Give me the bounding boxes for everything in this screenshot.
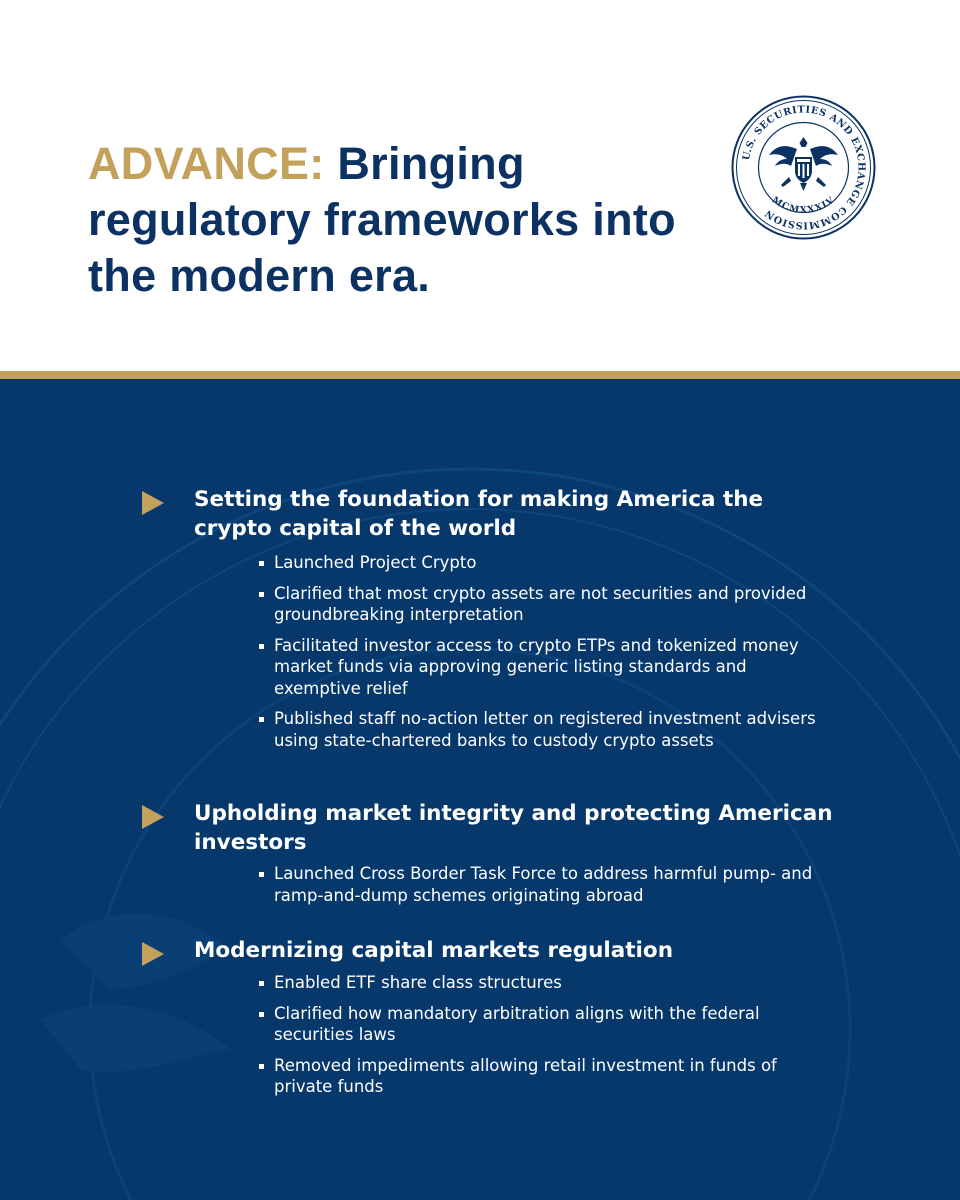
svg-text:MCMXXXIV: MCMXXXIV (769, 195, 838, 216)
square-bullet-icon (259, 981, 264, 986)
square-bullet-icon (259, 1012, 264, 1017)
svg-text:U.S. SECURITIES AND EXCHANGE C: U.S. SECURITIES AND EXCHANGE COMMISSION (740, 104, 867, 231)
list-item: Launched Cross Border Task Force to address harmful pump- and ramp-and-dump schemes originating abroad (258, 863, 838, 906)
page-title (88, 136, 728, 304)
section-heading: Upholding market integrity and protecting American investors (194, 801, 833, 855)
gold-arrow-icon (142, 491, 164, 515)
square-bullet-icon (259, 717, 264, 722)
list-item: Clarified that most crypto assets are not securities and provided groundbreaking interpretation (258, 583, 838, 626)
bullet-list (258, 972, 838, 1107)
list-item: Launched Project Crypto (258, 552, 838, 574)
square-bullet-icon (259, 872, 264, 877)
square-bullet-icon (259, 1064, 264, 1069)
square-bullet-icon (259, 592, 264, 597)
section-heading: Setting the foundation for making America the crypto capital of the world (194, 487, 764, 541)
list-item: Published staff no-action letter on registered investment advisers using state-chartered banks to custody crypto assets (258, 708, 838, 751)
square-bullet-icon (259, 561, 264, 566)
bullet-list (258, 552, 838, 760)
content-panel (0, 379, 960, 1200)
square-bullet-icon (259, 644, 264, 649)
title-accent: ADVANCE: (88, 138, 325, 189)
list-item: Removed impediments allowing retail investment in funds of private funds (258, 1055, 838, 1098)
section-heading: Modernizing capital markets regulation (194, 938, 673, 963)
gold-arrow-icon (142, 942, 164, 966)
gold-divider (0, 371, 960, 379)
bullet-list (258, 863, 838, 915)
gold-arrow-icon (142, 805, 164, 829)
list-item: Facilitated investor access to crypto ETPs and tokenized money market funds via approving generic listing standards and exemptive relief (258, 635, 838, 700)
header-section (0, 0, 960, 371)
title-text: Bringing regulatory frameworks into the modern era. (88, 138, 676, 301)
sec-seal-logo (731, 95, 876, 240)
list-item: Enabled ETF share class structures (258, 972, 838, 994)
list-item: Clarified how mandatory arbitration aligns with the federal securities laws (258, 1003, 838, 1046)
